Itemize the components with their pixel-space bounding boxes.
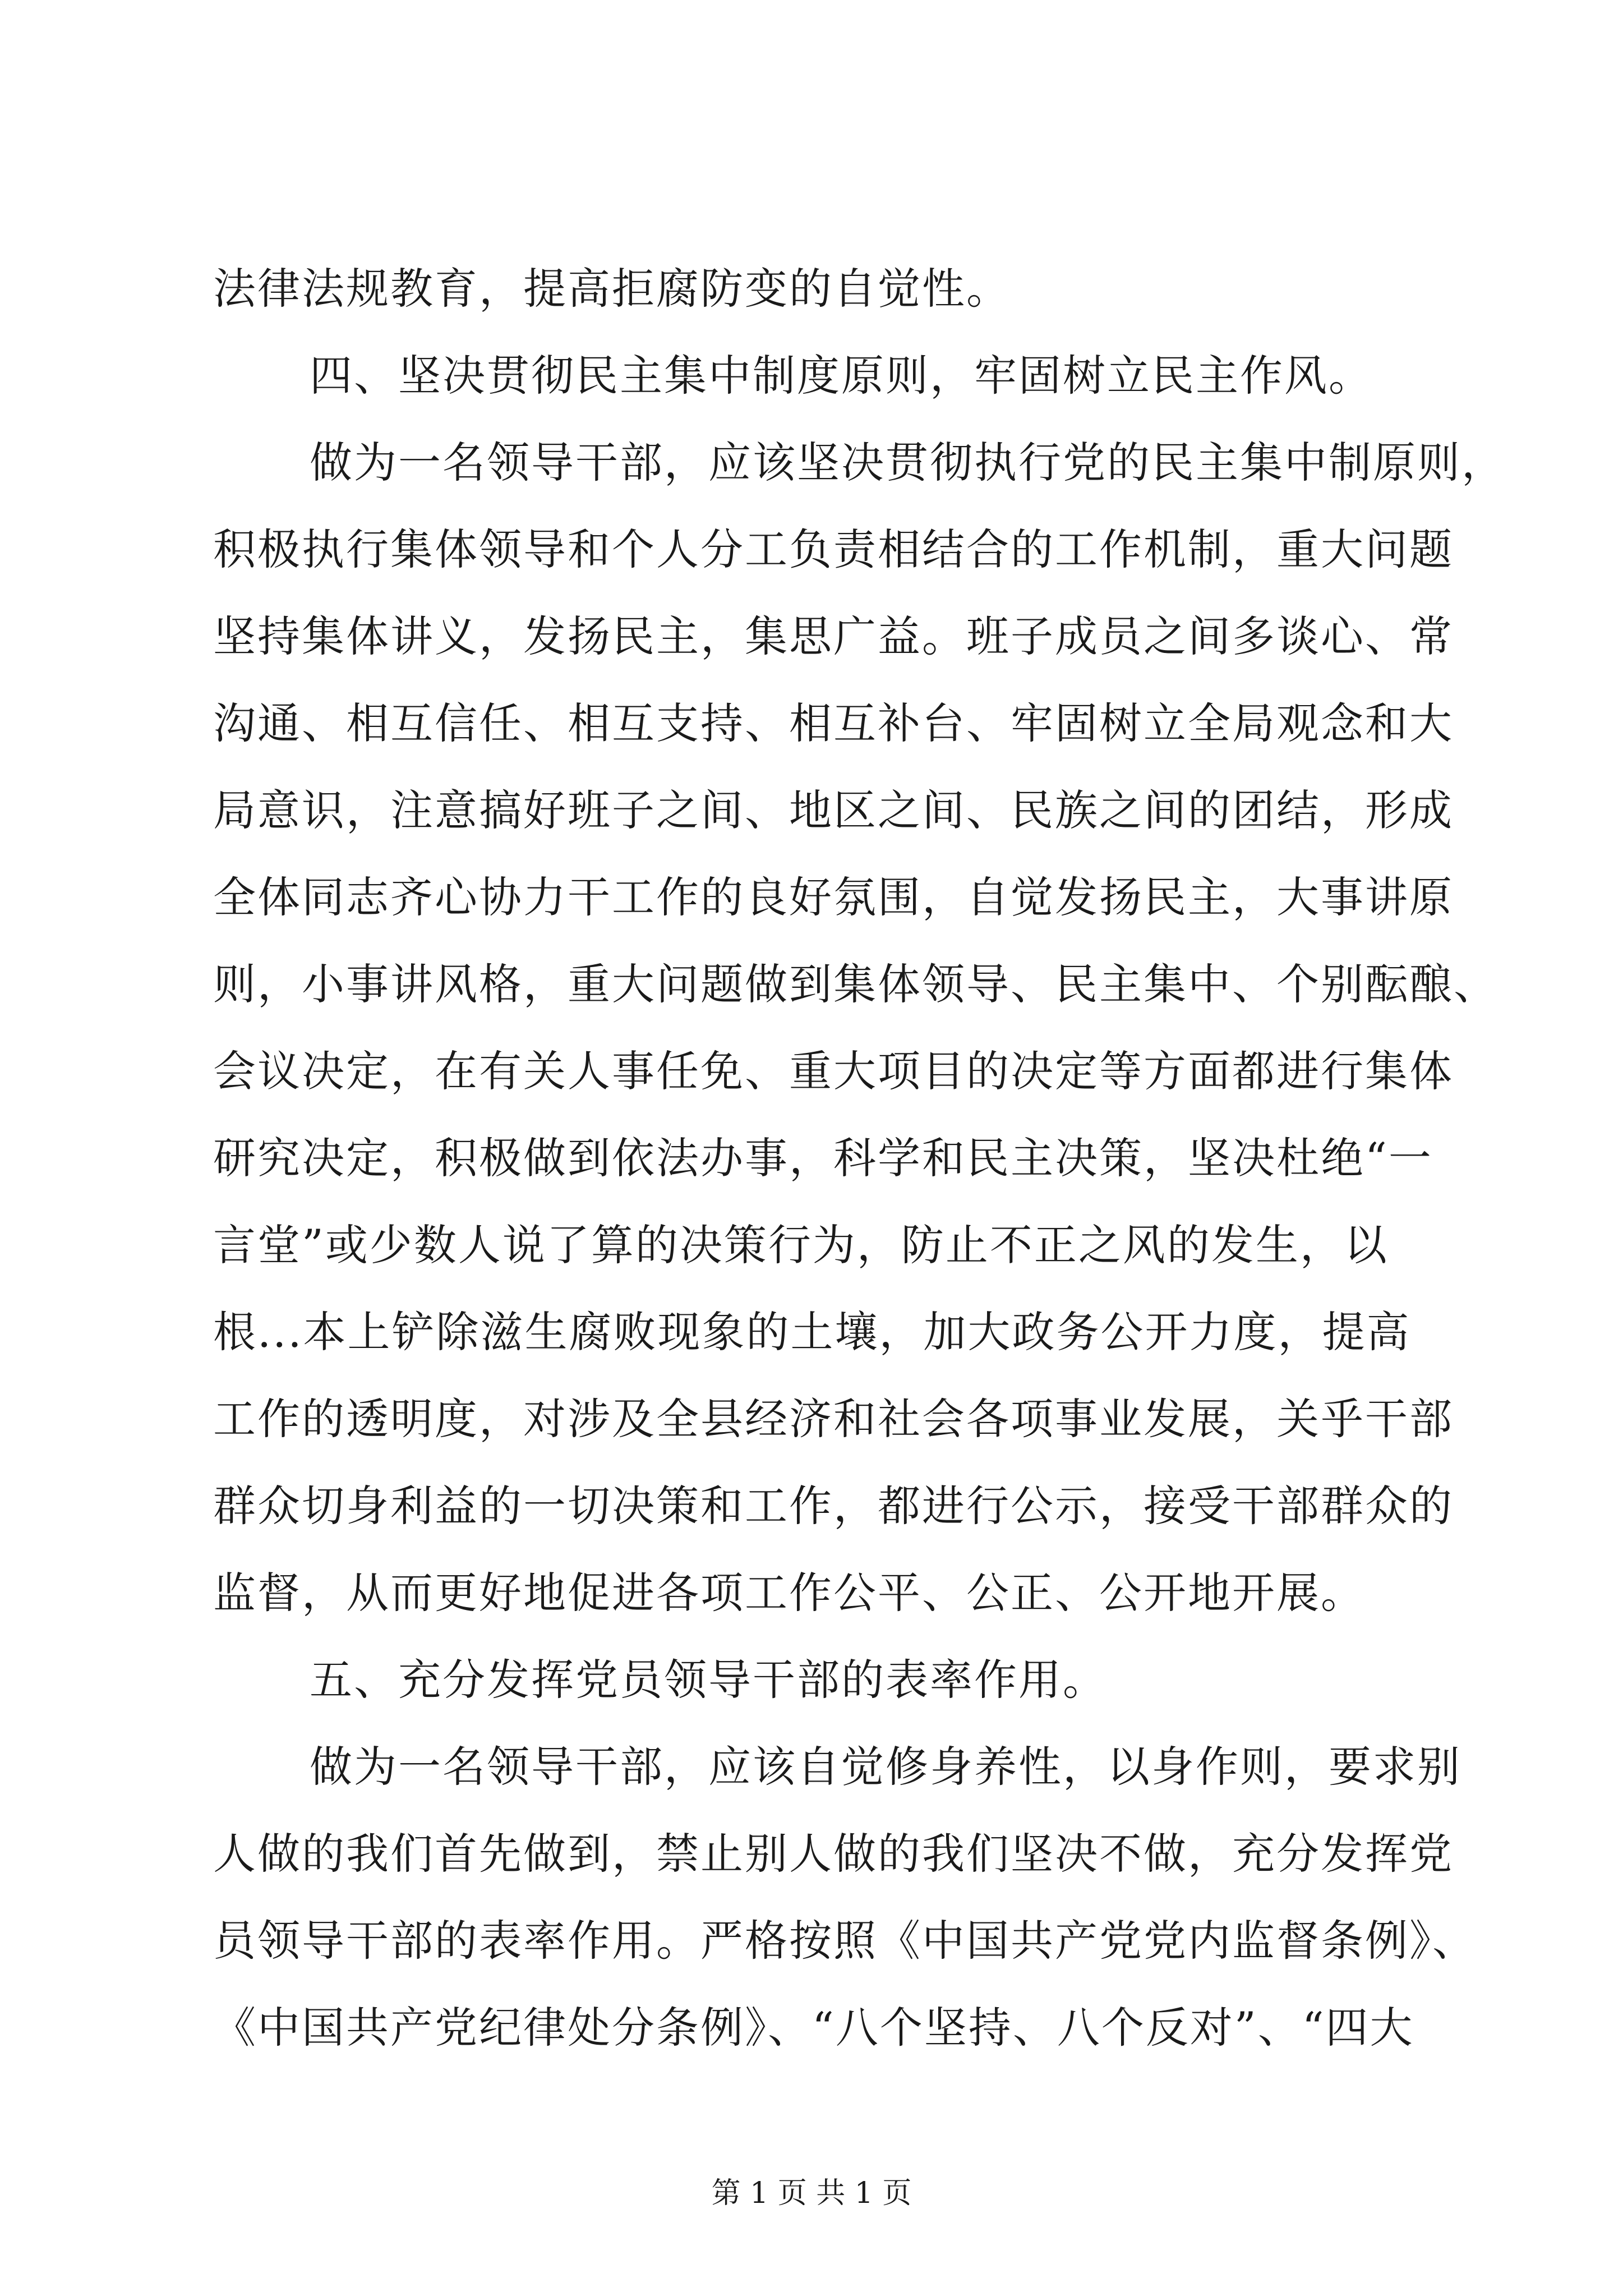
text-line: 研究决定，积极做到依法办事，科学和民主决策，坚决杜绝“一 [213, 1133, 1433, 1183]
text-line: 员领导干部的表率作用。严格按照《中国共产党党内监督条例》、 [213, 1916, 1477, 1966]
section-heading: 五、充分发挥党员领导干部的表率作用。 [310, 1655, 1107, 1705]
text-line: 监督，从而更好地促进各项工作公平、公正、公开地开展。 [213, 1568, 1365, 1618]
text-line: 根...本上铲除滋生腐败现象的土壤，加大政务公开力度，提高 [213, 1307, 1411, 1357]
paragraph-first-line: 做为一名领导干部，应该自觉修身养性，以身作则，要求别 [310, 1742, 1461, 1792]
text-line: 会议决定，在有关人事任免、重大项目的决定等方面都进行集体 [213, 1046, 1454, 1096]
paragraph-first-line: 做为一名领导干部，应该坚决贯彻执行党的民主集中制原则， [310, 438, 1506, 487]
text-line: 沟通、相互信任、相互支持、相互补台、牢固树立全局观念和大 [213, 698, 1454, 748]
text-line: 群众切身利益的一切决策和工作，都进行公示，接受干部群众的 [213, 1481, 1454, 1531]
page-footer [0, 2174, 1623, 2213]
text-line: 全体同志齐心协力干工作的良好氛围，自觉发扬民主，大事讲原 [213, 872, 1454, 922]
text-line: 积极执行集体领导和个人分工负责相结合的工作机制，重大问题 [213, 524, 1454, 574]
text-line: 法律法规教育，提高拒腐防变的自觉性。 [213, 264, 1011, 314]
text-line: 工作的透明度，对涉及全县经济和社会各项事业发展，关乎干部 [213, 1394, 1454, 1444]
text-line: 局意识，注意搞好班子之间、地区之间、民族之间的团结，形成 [213, 785, 1454, 835]
text-line: 坚持集体讲义，发扬民主，集思广益。班子成员之间多谈心、常 [213, 611, 1454, 661]
text-line: 《中国共产党纪律处分条例》、“八个坚持、八个反对”、“四大 [213, 2003, 1414, 2053]
text-line: 言堂”或少数人说了算的决策行为，防止不正之风的发生，以 [213, 1220, 1389, 1270]
text-line: 则，小事讲风格，重大问题做到集体领导、民主集中、个别酝酿、 [213, 959, 1498, 1009]
page-number-label: 第 1 页 共 1 页 [711, 2177, 912, 2210]
section-heading: 四、坚决贯彻民主集中制度原则，牢固树立民主作风。 [310, 351, 1373, 401]
text-line: 人做的我们首先做到，禁止别人做的我们坚决不做，充分发挥党 [213, 1829, 1454, 1879]
